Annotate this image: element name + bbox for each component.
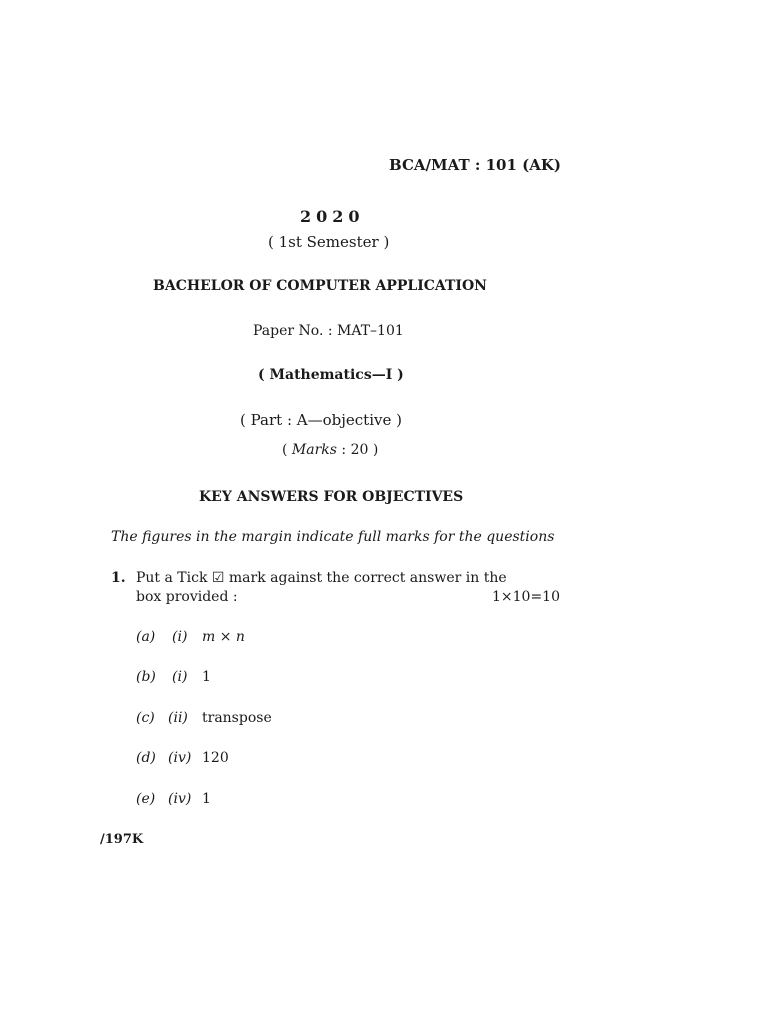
- answer-option: (i): [172, 629, 188, 645]
- paper-number: Paper No. : MAT–101: [253, 323, 404, 339]
- part-label: ( Part : A—objective ): [240, 411, 402, 429]
- answer-option: (ii): [168, 710, 188, 726]
- key-answers-title: KEY ANSWERS FOR OBJECTIVES: [199, 489, 464, 505]
- answer-option: (iv): [168, 750, 192, 766]
- answer-value: 1: [202, 669, 211, 685]
- subject-title: ( Mathematics—I ): [258, 367, 404, 383]
- answer-letter: (d): [136, 750, 156, 766]
- degree-title: BACHELOR OF COMPUTER APPLICATION: [153, 278, 487, 294]
- marks-suffix: : 20 ): [336, 442, 379, 458]
- semester-label: ( 1st Semester ): [268, 233, 390, 251]
- question-number: 1.: [111, 570, 126, 586]
- answer-option: (iv): [168, 791, 192, 807]
- marks-label: Marks: [291, 442, 337, 458]
- answer-letter: (e): [136, 791, 156, 807]
- answer-letter: (a): [136, 629, 156, 645]
- footer-code: /197K: [100, 832, 144, 847]
- marks-prefix: (: [282, 442, 292, 458]
- paper-code: BCA/MAT : 101 (AK): [389, 156, 561, 174]
- answer-letter: (c): [136, 710, 155, 726]
- answer-value: transpose: [202, 710, 272, 726]
- question-text-line2: box provided :: [136, 589, 238, 605]
- total-marks: [282, 442, 378, 458]
- answer-value: m × n: [202, 629, 245, 645]
- question-text-line1: Put a Tick ☑ mark against the correct answer in the: [136, 570, 507, 586]
- answer-value: 1: [202, 791, 211, 807]
- answer-letter: (b): [136, 669, 156, 685]
- answer-value: 120: [202, 750, 229, 766]
- exam-year: 2020: [300, 207, 365, 226]
- question-marks: 1×10=10: [492, 589, 560, 605]
- answer-option: (i): [172, 669, 188, 685]
- instruction-text: The figures in the margin indicate full marks for the questions: [111, 529, 555, 545]
